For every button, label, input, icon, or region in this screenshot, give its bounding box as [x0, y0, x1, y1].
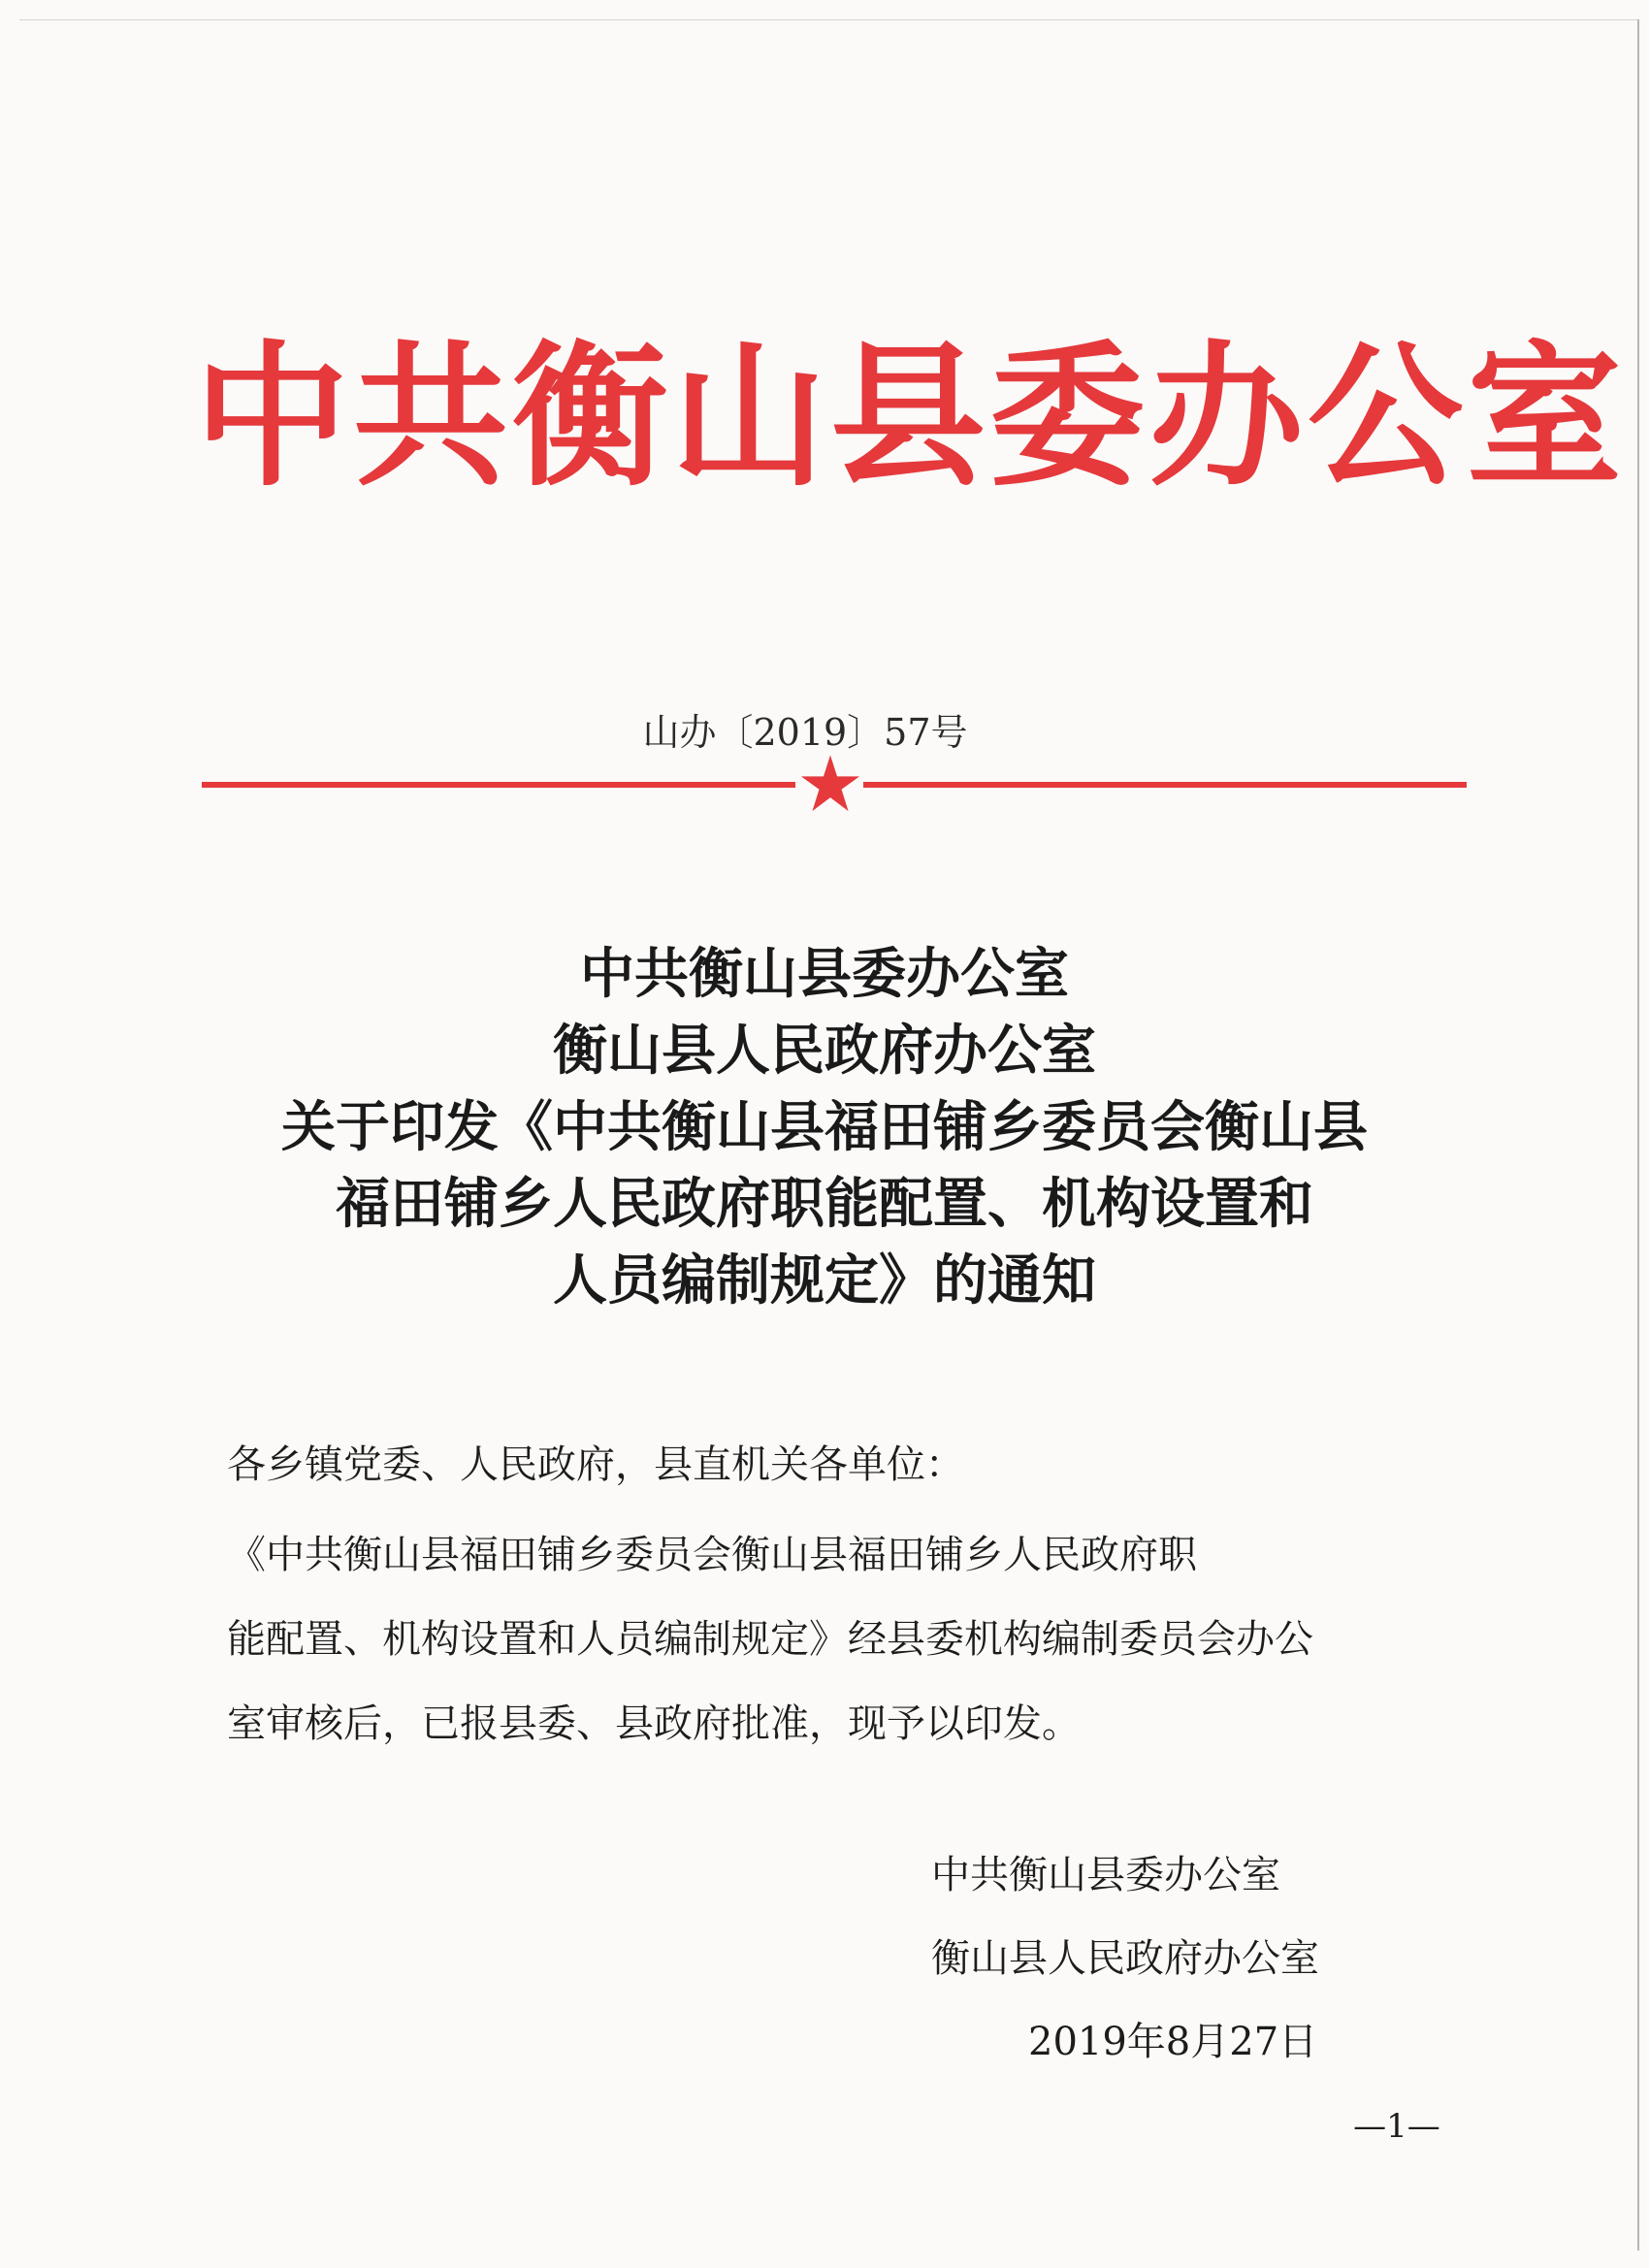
body-paragraph [227, 1513, 1449, 1766]
red-divider-left [202, 782, 795, 788]
salutation: 各乡镇党委、人民政府，县直机关各单位： [227, 1442, 964, 1487]
scan-edge-top [19, 19, 1637, 20]
title-line-1: 中共衡山县委办公室 [580, 942, 1069, 1006]
document-number: 山办〔2019〕57号 [642, 711, 968, 754]
star-icon [799, 753, 861, 815]
title-line-4: 福田铺乡人民政府职能配置、机构设置和 [336, 1172, 1313, 1236]
page-number: —1— [1353, 2107, 1440, 2146]
title-line-3: 关于印发《中共衡山县福田铺乡委员会衡山县 [281, 1095, 1368, 1159]
signature-org-1: 中共衡山县委办公室 [931, 1853, 1280, 1897]
body-line-3: 室审核后，已报县委、县政府批准，现予以印发。 [227, 1701, 1081, 1746]
body-line-2: 能配置、机构设置和人员编制规定》经县委机构编制委员会办公 [227, 1617, 1313, 1662]
body-line-1: 《中共衡山县福田铺乡委员会衡山县福田铺乡人民政府职 [227, 1533, 1197, 1577]
signature-date: 2019年8月27日 [1028, 2020, 1318, 2064]
signature-org-2: 衡山县人民政府办公室 [931, 1936, 1319, 1981]
red-divider-right [863, 782, 1467, 788]
red-masthead: 中共衡山县委办公室 [194, 326, 1627, 507]
scan-edge-right [1637, 19, 1639, 2251]
title-line-5: 人员编制规定》的通知 [553, 1248, 1096, 1312]
signature-block [931, 1833, 1387, 2084]
notice-title [194, 936, 1455, 1319]
title-line-2: 衡山县人民政府办公室 [553, 1019, 1096, 1083]
